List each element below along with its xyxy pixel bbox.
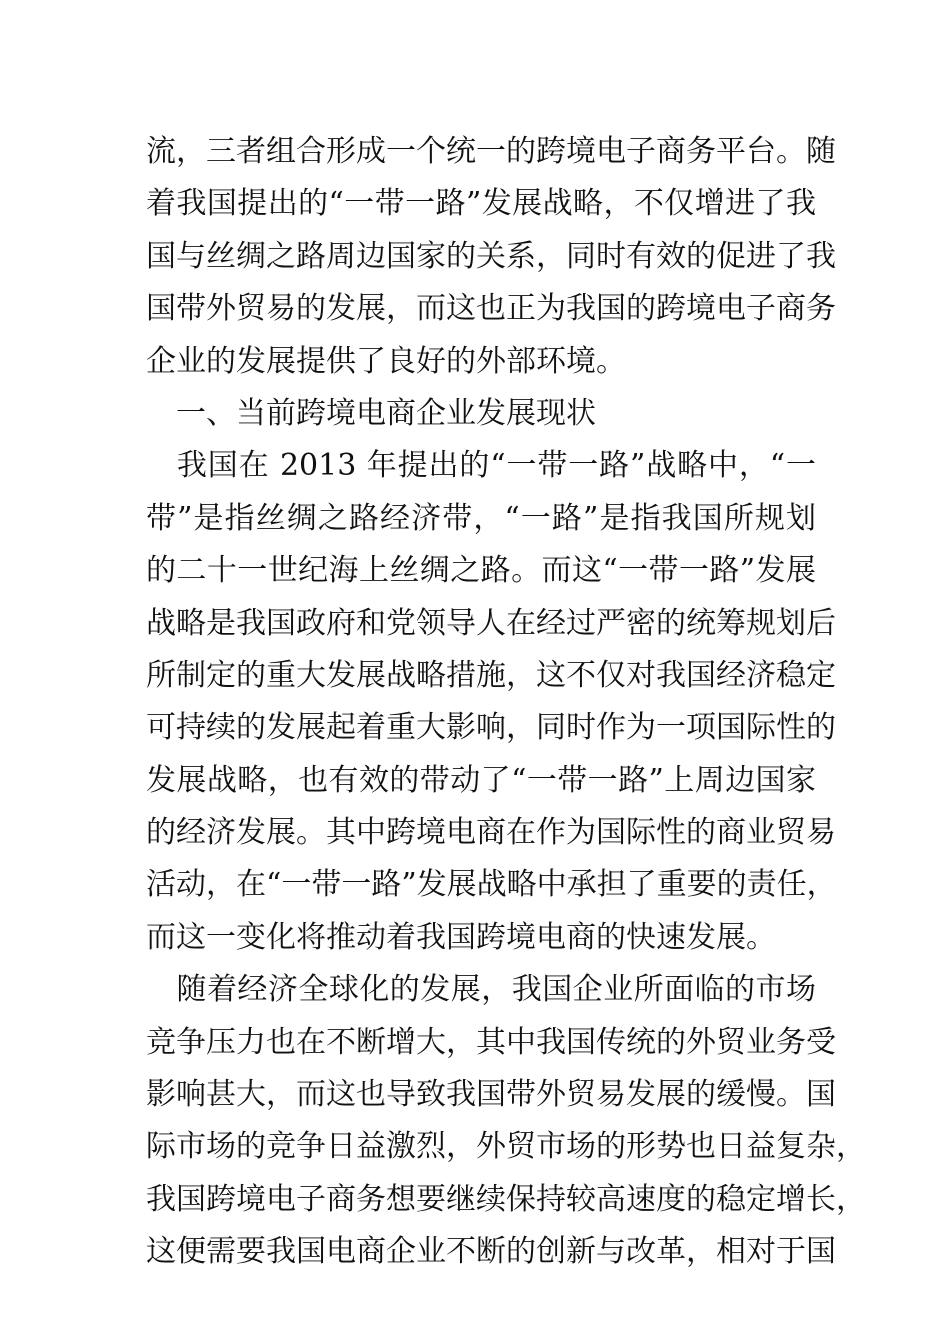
text-line: 可持续的发展起着重大影响，同时作为一项国际性的 (146, 710, 836, 746)
text-line: 战略是我国政府和党领导人在经过严密的统筹规划后 (146, 605, 836, 641)
text-line: 着我国提出的“一带一路”发展战略，不仅增进了我 (146, 186, 816, 222)
text-line: 所制定的重大发展战略措施，这不仅对我国经济稳定 (146, 657, 836, 693)
section-heading (146, 388, 816, 440)
text-line: 际市场的竞争日益激烈，外贸市场的形势也日益复杂， (146, 1129, 866, 1165)
text-line: 企业的发展提供了良好的外部环境。 (146, 343, 626, 379)
text-line: 国与丝绸之路周边国家的关系，同时有效的促进了我 (146, 238, 836, 274)
text-line: 这便需要我国电商企业不断的创新与改革，相对于国 (146, 1234, 836, 1270)
text-line: 活动，在“一带一路”发展战略中承担了重要的责任， (146, 867, 837, 903)
paragraph-globalization (146, 964, 866, 1278)
text-line: 随着经济全球化的发展，我国企业所面临的市场 (146, 972, 816, 1008)
paragraph-belt-road (146, 440, 837, 964)
text-line: 而这一变化将推动着我国跨境电商的快速发展。 (146, 919, 776, 955)
text-line: 我国跨境电子商务想要继续保持较高速度的稳定增长， (146, 1181, 866, 1217)
text-line: 流，三者组合形成一个统一的跨境电子商务平台。随 (146, 134, 836, 169)
body-text (146, 126, 866, 1279)
text-line: 的二十一世纪海上丝绸之路。而这“一带一路”发展 (146, 553, 816, 589)
text-line: 国带外贸易的发展，而这也正为我国的跨境电子商务 (146, 291, 836, 327)
text-line: 影响甚大，而这也导致我国带外贸易发展的缓慢。国 (146, 1077, 836, 1113)
heading-line: 一、当前跨境电商企业发展现状 (146, 395, 596, 431)
text-line: 带”是指丝绸之路经济带，“一路”是指我国所规划 (146, 500, 816, 536)
text-line: 我国在 2013 年提出的“一带一路”战略中，“一 (146, 448, 816, 484)
text-line: 的经济发展。其中跨境电商在作为国际性的商业贸易 (146, 815, 836, 851)
text-line: 发展战略，也有效的带动了“一带一路”上周边国家 (146, 762, 816, 798)
text-line: 竞争压力也在不断增大，其中我国传统的外贸业务受 (146, 1024, 836, 1060)
paragraph-intro-continued (146, 126, 836, 388)
